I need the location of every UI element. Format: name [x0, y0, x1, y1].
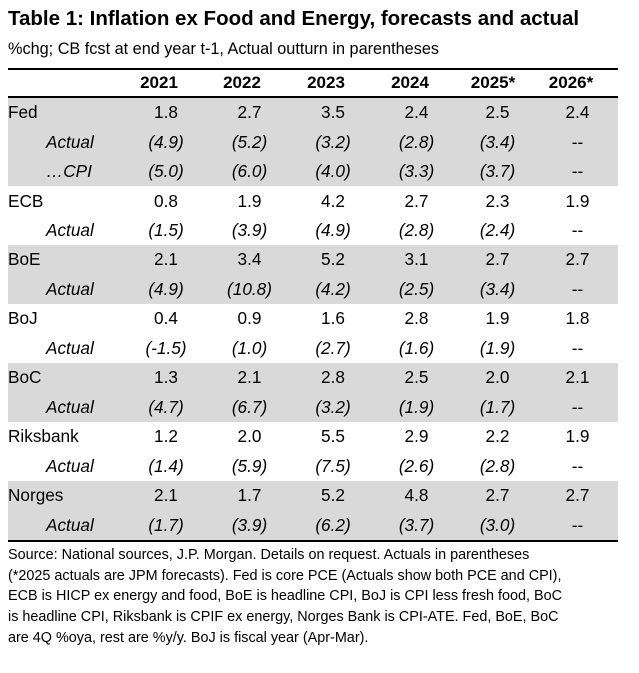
- row-label: Actual: [46, 455, 94, 476]
- actual-row: [8, 334, 618, 363]
- actual-row: [8, 216, 618, 245]
- value-cell: 3.1: [375, 245, 458, 274]
- value-cell: 2.7: [458, 245, 537, 274]
- value-cell: 2.5: [375, 363, 458, 392]
- value-cell: 5.2: [291, 245, 375, 274]
- value-cell: 2.0: [237, 426, 262, 447]
- row-label: Fed: [8, 98, 124, 127]
- value-cell: --: [571, 455, 584, 476]
- value-cell: 2.4: [375, 98, 458, 127]
- value-cell: 1.3: [124, 363, 208, 392]
- value-cell: (1.9): [375, 393, 458, 422]
- value-cell: 2.8: [404, 308, 429, 329]
- actual-row: [8, 510, 618, 539]
- value-cell: (4.9): [124, 275, 208, 304]
- value-cell: (2.5): [375, 275, 458, 304]
- year-header-2026: 2026*: [548, 73, 594, 92]
- value-cell: (10.8): [208, 275, 291, 304]
- row-label: BoJ: [8, 308, 38, 329]
- value-cell: 4.2: [321, 190, 345, 211]
- value-cell: 2.1: [124, 481, 208, 510]
- bank-row: [8, 304, 618, 333]
- table-title: Table 1: Inflation ex Food and Energy, forecasts and actual: [8, 7, 580, 30]
- value-cell: 2.4: [537, 98, 618, 127]
- bank-row: [8, 186, 618, 215]
- value-cell: (1.9): [479, 337, 516, 358]
- value-cell: --: [571, 337, 584, 358]
- footnote-line: (*2025 actuals are JPM forecasts). Fed is core PCE (Actuals show both PCE and CPI),: [8, 567, 562, 584]
- value-cell: --: [537, 275, 618, 304]
- value-cell: (3.9): [231, 220, 268, 241]
- value-cell: 1.2: [154, 426, 178, 447]
- value-cell: --: [537, 127, 618, 156]
- value-cell: --: [537, 157, 618, 186]
- value-cell: (3.2): [291, 393, 375, 422]
- value-cell: (5.9): [231, 455, 268, 476]
- row-label: Norges: [8, 481, 124, 510]
- value-cell: 5.2: [291, 481, 375, 510]
- value-cell: (1.6): [398, 337, 435, 358]
- actual-row: [8, 127, 618, 156]
- value-cell: 2.2: [485, 426, 510, 447]
- value-cell: (3.0): [458, 510, 537, 539]
- value-cell: 2.1: [537, 363, 618, 392]
- year-header-2023: 2023: [307, 73, 345, 92]
- value-cell: (1.0): [231, 337, 268, 358]
- bank-row: [8, 481, 618, 510]
- row-label: Actual: [8, 127, 124, 156]
- value-cell: 2.7: [537, 481, 618, 510]
- row-label: …CPI: [8, 157, 124, 186]
- table-subtitle: %chg; CB fcst at end year t-1, Actual outturn in parentheses: [8, 40, 440, 58]
- actual-row: [8, 157, 618, 186]
- row-label: Actual: [8, 393, 124, 422]
- footnote-line: Source: National sources, J.P. Morgan. Details on request. Actuals in parentheses: [8, 547, 530, 563]
- value-cell: (4.9): [124, 127, 208, 156]
- bank-row: [8, 422, 618, 451]
- row-label: Actual: [8, 510, 124, 539]
- value-cell: --: [571, 220, 584, 241]
- value-cell: (3.4): [458, 127, 537, 156]
- value-cell: (3.3): [375, 157, 458, 186]
- value-cell: 2.7: [208, 98, 291, 127]
- actual-row: [8, 275, 618, 304]
- row-label: Actual: [46, 220, 94, 241]
- row-label: Actual: [8, 275, 124, 304]
- row-label: BoC: [8, 363, 124, 392]
- value-cell: 2.1: [208, 363, 291, 392]
- year-header-2022: 2022: [223, 73, 261, 92]
- value-cell: (3.7): [375, 510, 458, 539]
- value-cell: 2.3: [485, 190, 510, 211]
- value-cell: 1.7: [208, 481, 291, 510]
- row-label: Actual: [46, 337, 94, 358]
- value-cell: (1.4): [148, 455, 184, 476]
- bank-row: [8, 245, 618, 274]
- value-cell: 1.9: [485, 308, 510, 329]
- value-cell: (5.0): [124, 157, 208, 186]
- value-cell: 2.7: [458, 481, 537, 510]
- value-cell: (1.7): [124, 510, 208, 539]
- value-cell: (4.2): [291, 275, 375, 304]
- table-bottom-rule: [8, 540, 618, 542]
- value-cell: (-1.5): [145, 337, 187, 358]
- value-cell: 1.8: [565, 308, 590, 329]
- value-cell: 2.8: [291, 363, 375, 392]
- value-cell: (6.0): [208, 157, 291, 186]
- value-cell: 0.8: [154, 190, 178, 211]
- value-cell: (2.8): [479, 455, 516, 476]
- value-cell: 2.9: [404, 426, 429, 447]
- bank-row: [8, 98, 618, 127]
- value-cell: 3.5: [291, 98, 375, 127]
- footnote-line: are 4Q %oya, rest are %y/y. BoJ is fiscal year (Apr-Mar).: [8, 629, 369, 646]
- inflation-table: [8, 98, 618, 540]
- value-cell: (4.9): [315, 220, 351, 241]
- year-header-2025: 2025*: [470, 73, 516, 92]
- value-cell: 0.4: [154, 308, 178, 329]
- row-label: Riksbank: [8, 426, 79, 447]
- value-cell: (2.4): [479, 220, 516, 241]
- value-cell: 1.9: [565, 190, 590, 211]
- value-cell: 2.5: [458, 98, 537, 127]
- footnote-line: is headline CPI, Riksbank is CPIF ex energy, Norges Bank is CPI-ATE. Fed, BoE, BoC: [8, 609, 559, 626]
- value-cell: (5.2): [208, 127, 291, 156]
- row-label: ECB: [8, 190, 44, 211]
- year-header-2021: 2021: [140, 73, 178, 92]
- value-cell: 4.8: [375, 481, 458, 510]
- value-cell: 0.9: [237, 308, 262, 329]
- table-header: [8, 68, 618, 98]
- value-cell: 1.8: [124, 98, 208, 127]
- value-cell: 2.7: [537, 245, 618, 274]
- value-cell: (3.2): [291, 127, 375, 156]
- value-cell: 3.4: [208, 245, 291, 274]
- value-cell: (4.0): [291, 157, 375, 186]
- value-cell: 5.5: [321, 426, 345, 447]
- value-cell: --: [537, 393, 618, 422]
- value-cell: (6.7): [208, 393, 291, 422]
- value-cell: 2.1: [124, 245, 208, 274]
- footnote-line: ECB is HICP ex energy and food, BoE is headline CPI, BoJ is CPI less fresh food, BoC: [8, 588, 563, 605]
- value-cell: (2.7): [315, 337, 351, 358]
- value-cell: (2.6): [398, 455, 435, 476]
- row-label: BoE: [8, 245, 124, 274]
- value-cell: (6.2): [291, 510, 375, 539]
- value-cell: (7.5): [315, 455, 351, 476]
- value-cell: 1.6: [321, 308, 345, 329]
- value-cell: (2.8): [398, 220, 435, 241]
- value-cell: (3.4): [458, 275, 537, 304]
- value-cell: (1.5): [148, 220, 184, 241]
- footnote: [8, 545, 632, 649]
- value-cell: 1.9: [237, 190, 262, 211]
- bank-row: [8, 363, 618, 392]
- value-cell: (1.7): [458, 393, 537, 422]
- value-cell: 2.7: [404, 190, 429, 211]
- value-cell: --: [537, 510, 618, 539]
- value-cell: 1.9: [565, 426, 590, 447]
- value-cell: (3.9): [208, 510, 291, 539]
- value-cell: 2.0: [458, 363, 537, 392]
- value-cell: (3.7): [458, 157, 537, 186]
- actual-row: [8, 393, 618, 422]
- year-header-2024: 2024: [391, 73, 429, 92]
- value-cell: (4.7): [124, 393, 208, 422]
- value-cell: (2.8): [375, 127, 458, 156]
- actual-row: [8, 451, 618, 480]
